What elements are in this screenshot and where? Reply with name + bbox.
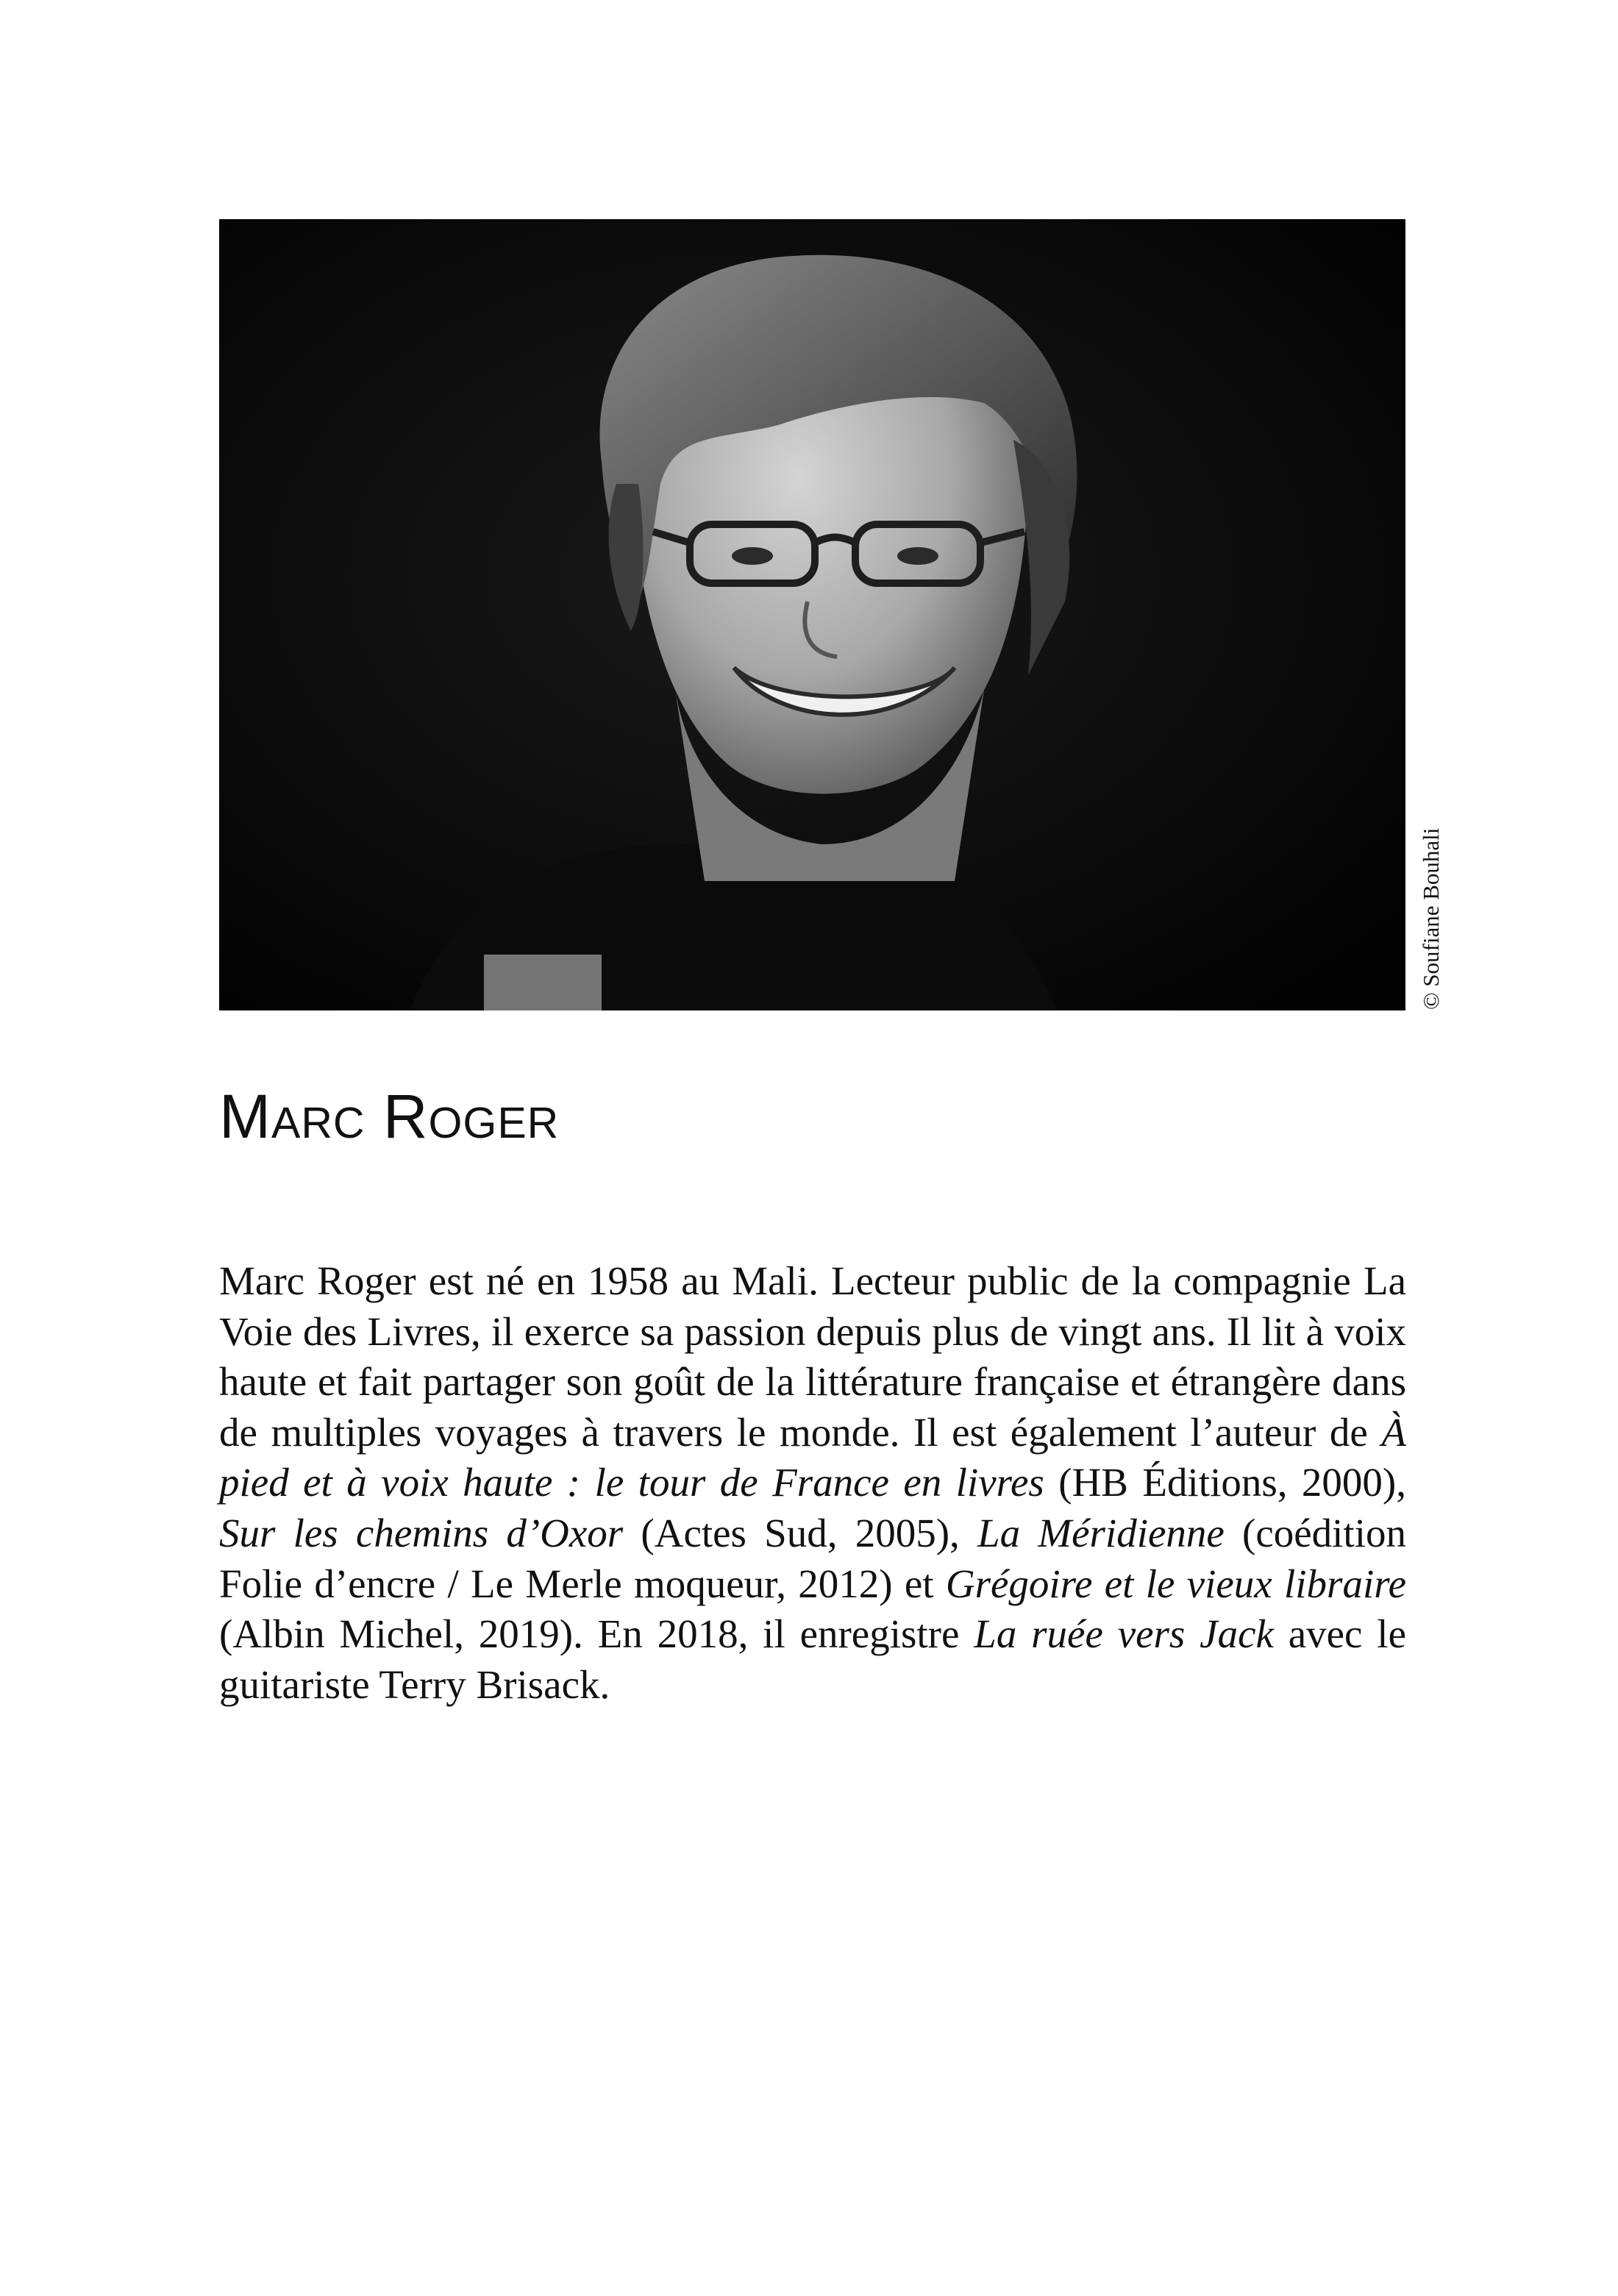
photo-credit: © Soufiane Bouhali bbox=[1418, 827, 1444, 1010]
author-photo bbox=[219, 219, 1405, 1010]
bio-text-6: avec le guitariste Terry Brisack. bbox=[219, 1611, 1406, 1707]
book-title-meridienne: La Méridienne bbox=[977, 1510, 1225, 1555]
bio-text-1: Marc Roger est né en 1958 au Mali. Lecteur public de la compagnie La Voie des Livres, il exerce sa passion depuis plus de vingt ans. Il lit à voix haute et fait partager son goût de la littérature française et étrangère dans de multiples voyages à travers le monde. Il est également l’auteur de bbox=[219, 1258, 1406, 1455]
bio-text-4: (coédition Folie d’encre / Le Merle moqueur, 2012) et bbox=[219, 1510, 1406, 1606]
bio-text-2: (HB Éditions, 2000), bbox=[1044, 1460, 1406, 1505]
author-biography bbox=[219, 1256, 1406, 1710]
recording-title-jack: La ruée vers Jack bbox=[974, 1611, 1274, 1657]
bio-text-5: (Albin Michel, 2019). En 2018, il enregistre bbox=[219, 1611, 974, 1657]
book-title-a-pied: À pied et à voix haute : le tour de France en livres bbox=[219, 1409, 1406, 1505]
portrait-illustration bbox=[219, 219, 1405, 1010]
bio-text-3: (Actes Sud, 2005), bbox=[623, 1510, 977, 1555]
book-title-gregoire: Grégoire et le vieux libraire bbox=[945, 1561, 1406, 1606]
author-name: Marc Roger bbox=[219, 1082, 560, 1151]
book-title-oxor: Sur les chemins d’Oxor bbox=[219, 1510, 624, 1555]
